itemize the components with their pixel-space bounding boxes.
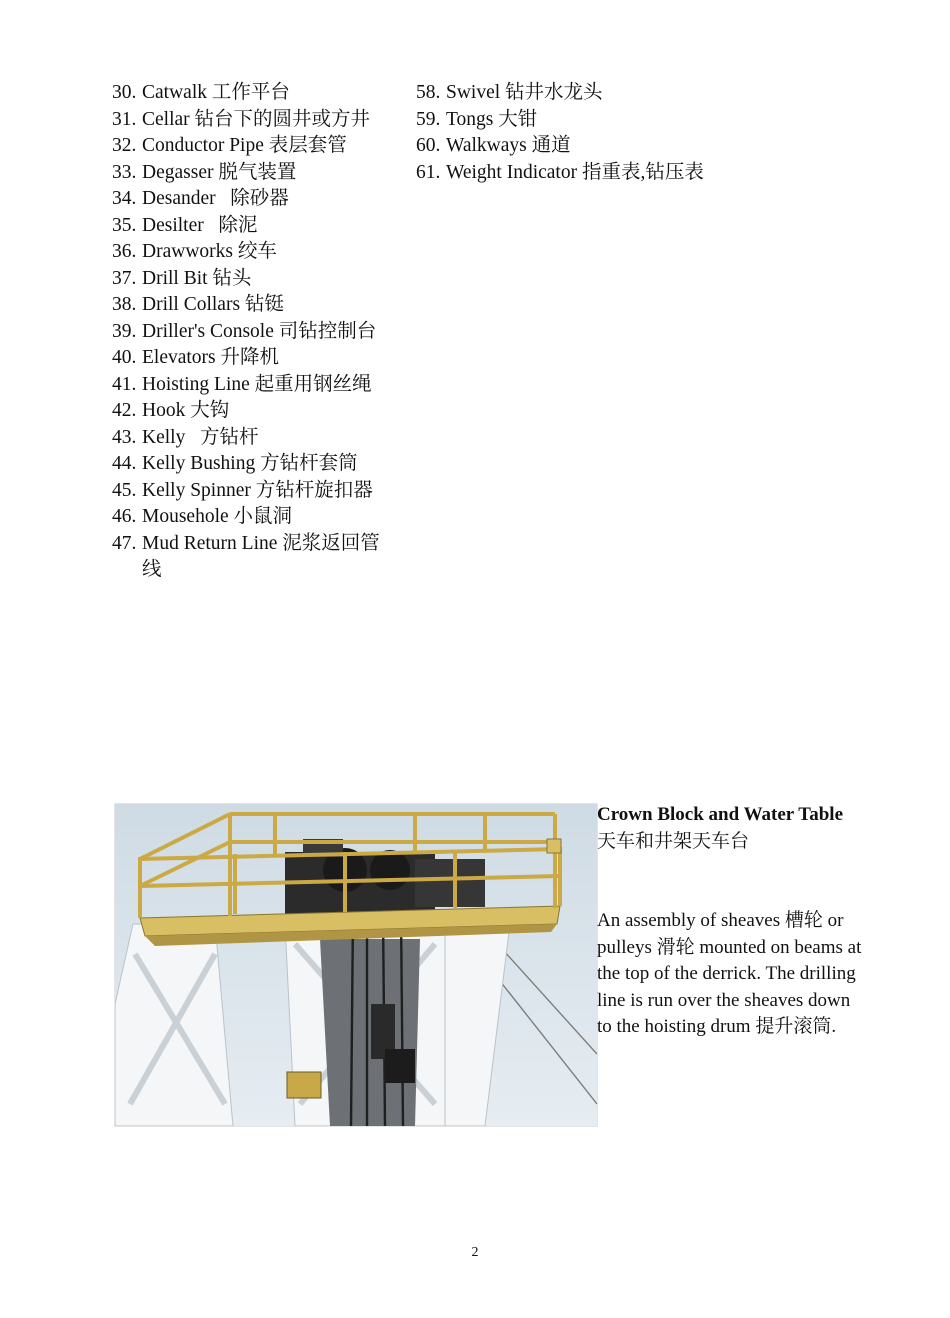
section-title	[597, 802, 862, 855]
glossary-item-text: Degasser 脱气装置	[142, 161, 297, 183]
glossary-item	[416, 133, 746, 160]
glossary-item	[112, 504, 380, 531]
glossary-item-number: 42.	[112, 400, 137, 421]
glossary-item	[112, 133, 380, 160]
glossary-item-number: 60.	[416, 135, 441, 156]
glossary-item-text: Drill Collars 钻铤	[142, 294, 284, 315]
glossary-item-number: 44.	[112, 453, 137, 474]
glossary-list-right	[416, 80, 746, 186]
derrick-interior	[320, 939, 420, 1126]
glossary-item	[112, 398, 380, 425]
crown-block-photo	[114, 803, 598, 1127]
glossary-item-number: 32.	[112, 135, 137, 156]
glossary-item-text: Drawworks 绞车	[142, 241, 277, 262]
glossary-item-text: Hoisting Line 起重用钢丝绳	[142, 373, 372, 395]
glossary-item-text: Weight Indicator 指重表,钻压表	[446, 161, 704, 183]
glossary-item	[112, 239, 380, 266]
glossary-item	[112, 186, 380, 213]
glossary-item-text: Driller's Console 司钻控制台	[142, 320, 377, 342]
section-description: An assembly of sheaves 槽轮 or pulleys 滑轮 mounted on beams at the top of the derrick. The drilling line is run over the sheaves down to the hoisting drum 提升滚筒.	[597, 910, 862, 1037]
glossary-item-number: 61.	[416, 161, 441, 183]
glossary-item	[112, 80, 380, 107]
glossary-item-text: Swivel 钻井水龙头	[446, 82, 603, 103]
glossary-item-text: Desilter 除泥	[142, 214, 258, 236]
glossary-item-number: 35.	[112, 214, 137, 236]
glossary-item	[112, 451, 380, 478]
glossary-item-number: 34.	[112, 188, 137, 209]
glossary-item	[112, 213, 380, 240]
glossary-item	[112, 266, 380, 293]
glossary-item-number: 39.	[112, 320, 137, 342]
glossary-item-text: Kelly Spinner 方钻杆旋扣器	[142, 479, 373, 501]
glossary-item-text: Drill Bit 钻头	[142, 267, 252, 289]
page-number: 2	[471, 1245, 479, 1260]
glossary-item-number: 59.	[416, 108, 441, 130]
glossary-item-number: 31.	[112, 108, 137, 130]
glossary-item	[112, 345, 380, 372]
hanging-fixture	[385, 1049, 415, 1083]
section-title-chinese: 天车和井架天车台	[597, 830, 750, 852]
glossary-item-number: 46.	[112, 506, 137, 527]
glossary-item-text: Kelly 方钻杆	[142, 426, 259, 448]
glossary-item-text: Tongs 大钳	[446, 108, 538, 130]
glossary-item-number: 33.	[112, 161, 137, 183]
glossary-item-number: 30.	[112, 82, 137, 103]
glossary-item-text: Mud Return Line 泥浆返回管线	[142, 532, 380, 580]
glossary-item	[112, 319, 380, 346]
glossary-item	[112, 425, 380, 452]
glossary-item-text: Conductor Pipe 表层套管	[142, 135, 347, 156]
glossary-item	[112, 372, 380, 399]
glossary-item-text: Hook 大钩	[142, 400, 230, 421]
glossary-item-text: Desander 除砂器	[142, 188, 289, 209]
glossary-item	[416, 107, 746, 134]
glossary-item	[112, 160, 380, 187]
glossary-item-number: 36.	[112, 241, 137, 262]
glossary-item-text: Mousehole 小鼠洞	[142, 506, 293, 527]
glossary-item	[112, 478, 380, 505]
glossary-item-text: Walkways 通道	[446, 135, 571, 156]
glossary-item-text: Kelly Bushing 方钻杆套筒	[142, 453, 358, 474]
glossary-item	[112, 531, 380, 584]
glossary-item	[416, 80, 746, 107]
glossary-item-text: Cellar 钻台下的圆井或方井	[142, 108, 371, 130]
glossary-item-number: 47.	[112, 532, 137, 554]
glossary-item-number: 40.	[112, 347, 137, 368]
glossary-item-number: 38.	[112, 294, 137, 315]
glossary-item	[112, 292, 380, 319]
glossary-item-number: 37.	[112, 267, 137, 289]
glossary-item-text: Catwalk 工作平台	[142, 82, 290, 103]
glossary-item-number: 41.	[112, 373, 137, 395]
section-caption	[597, 802, 862, 1041]
glossary-item-number: 45.	[112, 479, 137, 501]
glossary-item-number: 58.	[416, 82, 441, 103]
glossary-list-left	[112, 80, 380, 584]
glossary-item-number: 43.	[112, 426, 137, 448]
glossary-item	[416, 160, 746, 187]
section-title-english: Crown Block and Water Table	[597, 804, 844, 825]
glossary-item	[112, 107, 380, 134]
crown-block-photo-drawing	[115, 804, 597, 1126]
yellow-clamp	[287, 1072, 321, 1098]
glossary-item-text: Elevators 升降机	[142, 347, 280, 368]
